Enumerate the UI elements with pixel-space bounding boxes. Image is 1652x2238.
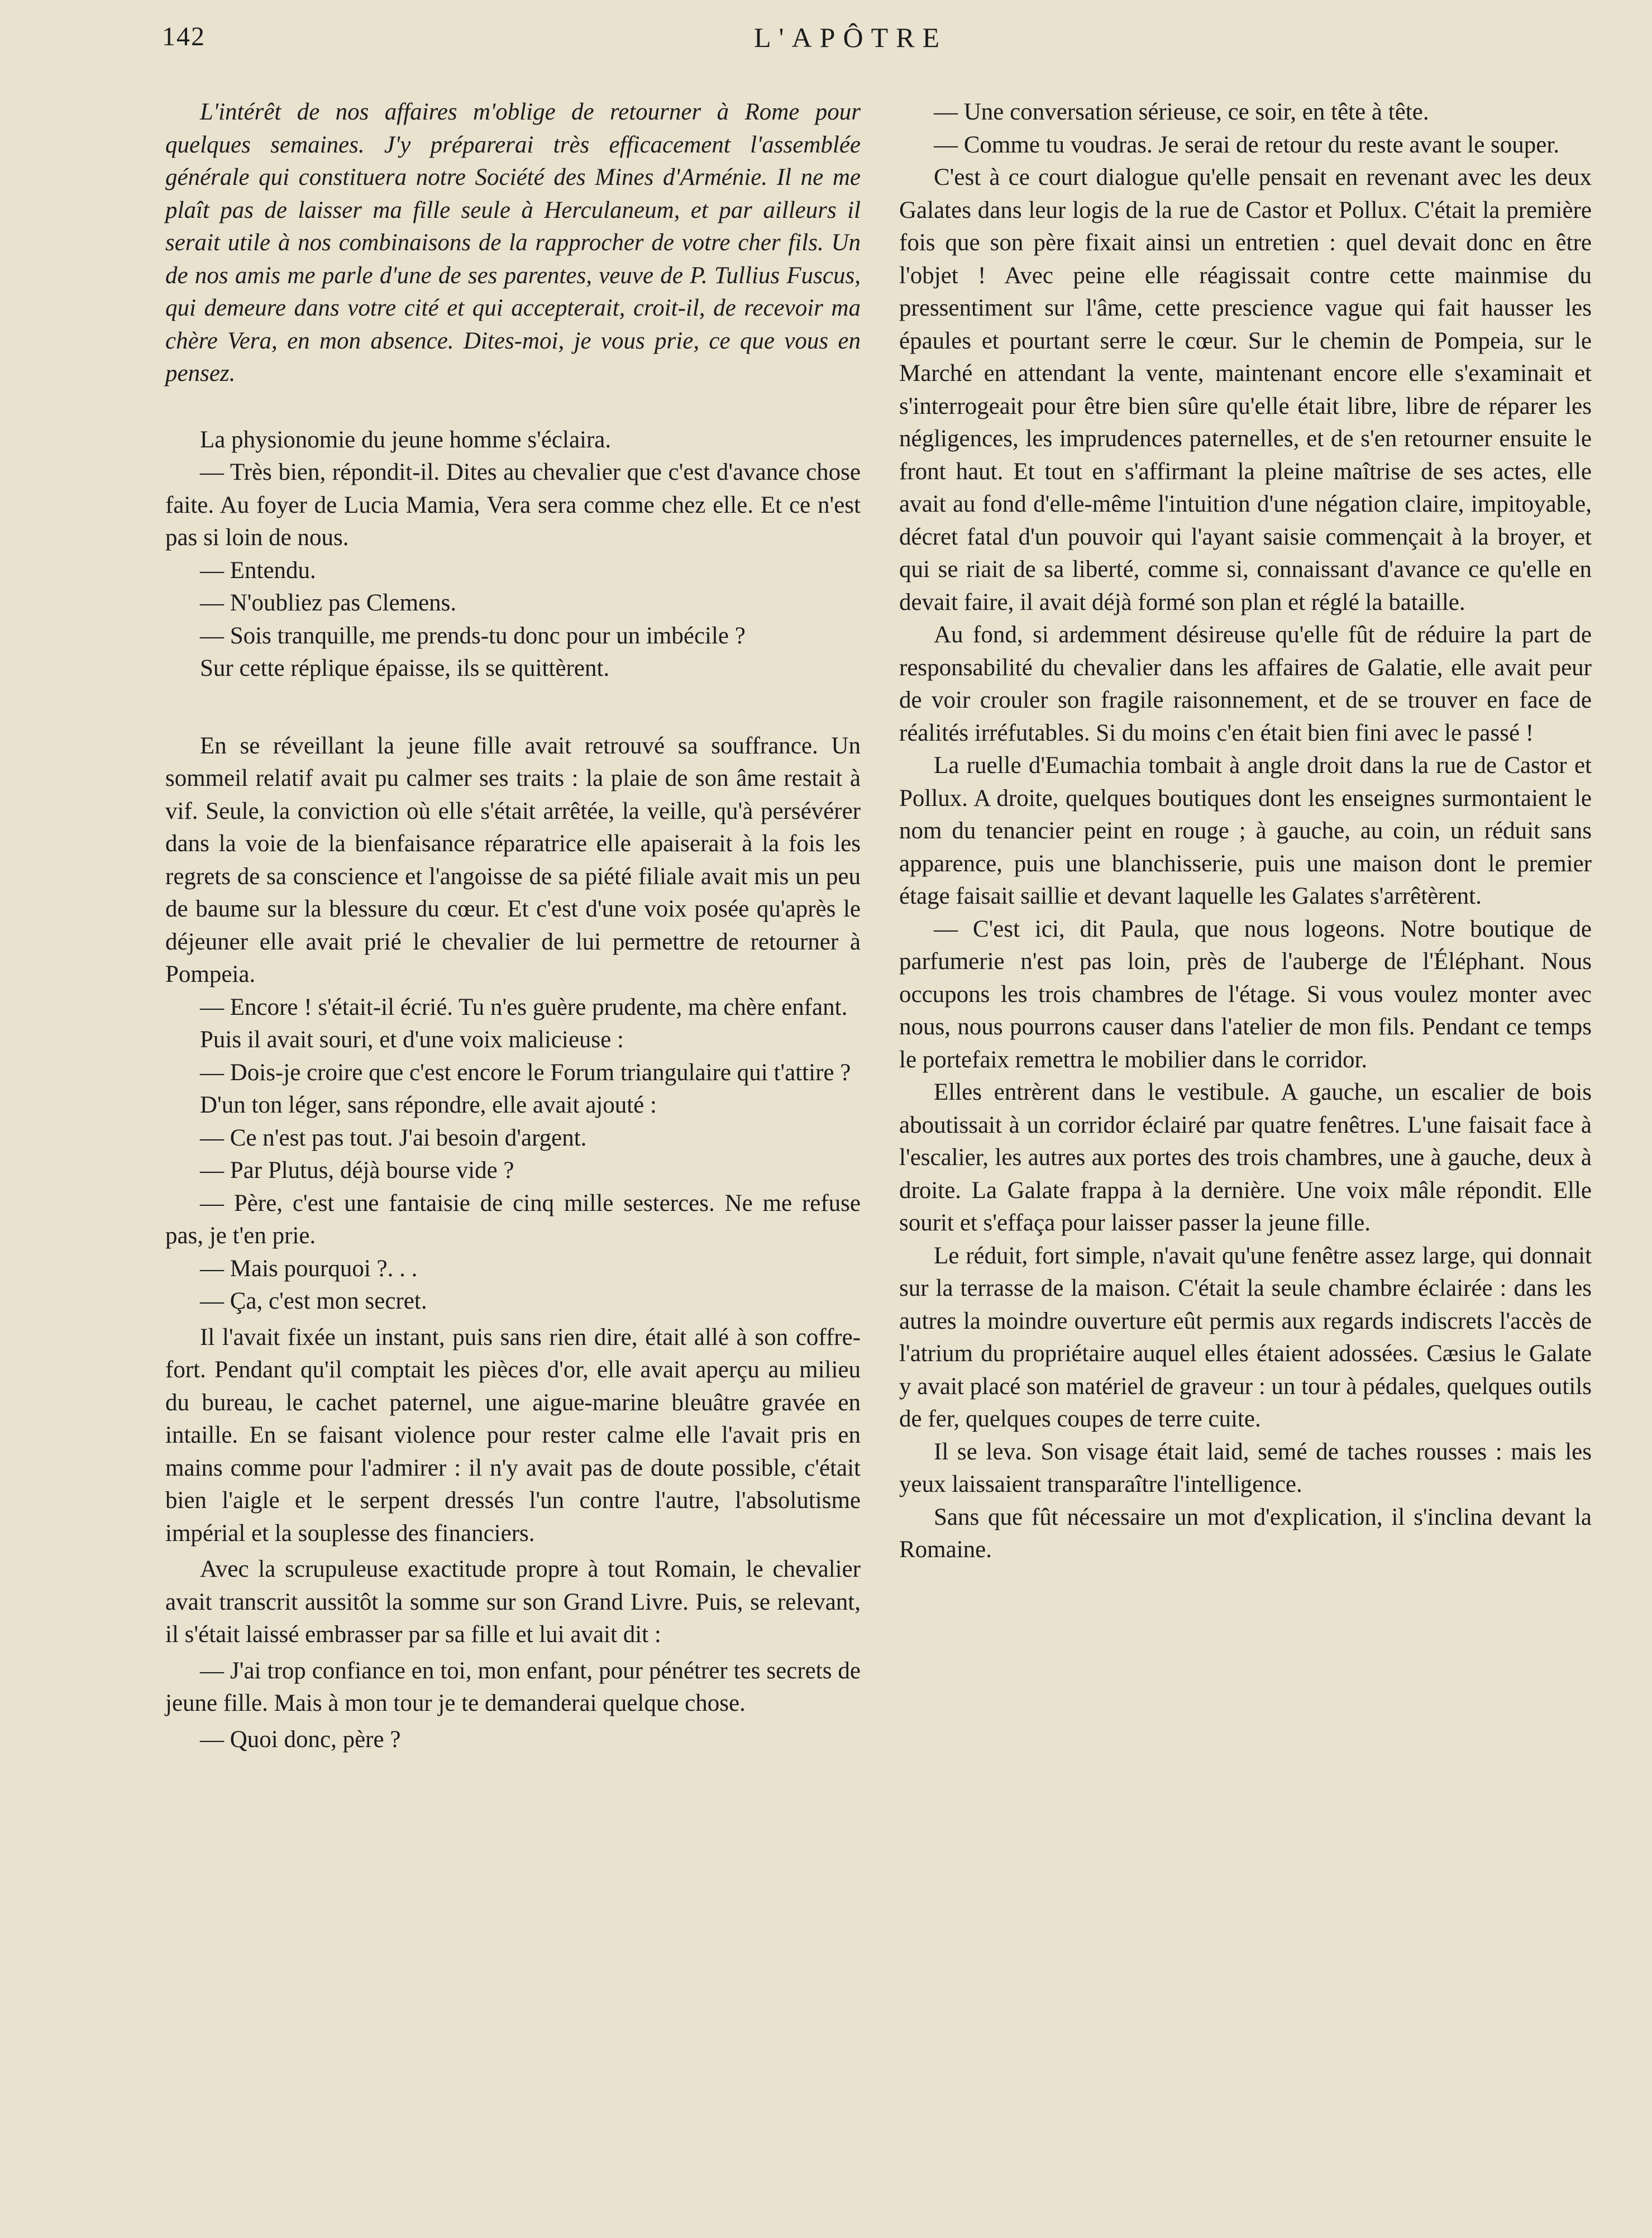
paragraph: Sur cette réplique épaisse, ils se quittèrent. bbox=[200, 655, 610, 681]
paragraph: Avec la scrupuleuse exactitude propre à tout Romain, le chevalier avait transcrit aussitôt la somme sur son Grand Livre. Puis, se relevant, il s'était laissé embrasser par sa fille et lui avait dit : bbox=[165, 1556, 861, 1648]
dialogue-line: — Encore ! s'était-il écrié. Tu n'es guère prudente, ma chère enfant. bbox=[200, 994, 848, 1020]
right-column bbox=[899, 96, 1592, 1567]
dialogue-line: — N'oubliez pas Clemens. bbox=[200, 590, 457, 616]
left-column bbox=[165, 96, 861, 1756]
dialogue-line: — Dois-je croire que c'est encore le Forum triangulaire qui t'attire ? bbox=[200, 1059, 851, 1086]
paragraph: La ruelle d'Eumachia tombait à angle droit dans la rue de Castor et Pollux. A droite, quelques boutiques dont les enseignes surmontaient le nom du tenancier peint en rouge ; à gauche, au coin, un réduit sans apparence, puis une blanchisserie, puis une maison dont le premier étage faisait saillie et devant laquelle les Galates s'arrêtèrent. bbox=[899, 752, 1592, 909]
dialogue-line: — Quoi donc, père ? bbox=[200, 1726, 401, 1753]
paragraph: Il l'avait fixée un instant, puis sans rien dire, était allé à son coffre-fort. Pendant qu'il comptait les pièces d'or, elle avait aperçu au milieu du bureau, le cachet paternel, une aigue-marine bleuâtre gravée en intaille. En se faisant violence pour rester calme elle l'avait pris en mains comme pour l'admirer : il n'y avait pas de doute possible, c'était bien l'aigle et le serpent dressés l'un contre l'autre, l'absolutisme impérial et la souplesse des financiers. bbox=[165, 1324, 861, 1547]
page-number: 142 bbox=[162, 22, 206, 51]
dialogue-line: — Sois tranquille, me prends-tu donc pour un imbécile ? bbox=[200, 622, 746, 649]
dialogue-line: — C'est ici, dit Paula, que nous logeons. Notre boutique de parfumerie n'est pas loin, près de l'auberge de l'Éléphant. Nous occupons les trois chambres de l'étage. Si vous voulez monter avec nous, nous pourrons causer dans l'atelier de mon fils. Pendant ce temps le portefaix remettra le mobilier dans le corridor. bbox=[899, 915, 1592, 1073]
page-header bbox=[162, 21, 1592, 60]
paragraph: Au fond, si ardemment désireuse qu'elle fût de réduire la part de responsabilité du chevalier dans les affaires de Galatie, elle avait peur de voir crouler son fragile raisonnement, et de se trouver en face de réalités irréfutables. Si du moins c'en était bien fini avec le passé ! bbox=[899, 622, 1592, 746]
dialogue-line: — Ça, c'est mon secret. bbox=[200, 1288, 427, 1314]
paragraph: Elles entrèrent dans le vestibule. A gauche, un escalier de bois aboutissait à un corridor éclairé par quatre fenêtres. L'une faisait face à l'escalier, les autres aux portes des trois chambres, une à gauche, deux à droite. La Galate frappa à la dernière. Une voix mâle répondit. Elle sourit et s'effaça pour laisser passer la jeune fille. bbox=[899, 1079, 1592, 1236]
paragraph: La physionomie du jeune homme s'éclaira. bbox=[200, 426, 612, 453]
paragraph: D'un ton léger, sans répondre, elle avait ajouté : bbox=[200, 1092, 657, 1118]
dialogue-line: — Comme tu voudras. Je serai de retour du reste avant le souper. bbox=[934, 131, 1560, 158]
dialogue-line: — Par Plutus, déjà bourse vide ? bbox=[200, 1157, 514, 1184]
dialogue-line: — Mais pourquoi ?. . . bbox=[200, 1255, 418, 1282]
letter-excerpt bbox=[165, 96, 861, 390]
dialogue-line: — Très bien, répondit-il. Dites au chevalier que c'est d'avance chose faite. Au foyer de Lucia Mamia, Vera sera comme chez elle. Et ce n'est pas si loin de nous. bbox=[165, 459, 861, 551]
running-title: L'APÔTRE bbox=[754, 22, 948, 53]
dialogue-line: — Une conversation sérieuse, ce soir, en tête à tête. bbox=[934, 99, 1429, 125]
paragraph: Puis il avait souri, et d'une voix malicieuse : bbox=[200, 1027, 624, 1053]
paragraph: Le réduit, fort simple, n'avait qu'une fenêtre assez large, qui donnait sur la terrasse de la maison. C'était la seule chambre éclairée : dans les autres la moindre ouverture eût permis aux regards indiscrets l'accès de l'atrium du propriétaire auquel elles étaient adossées. Cæsius le Galate y avait placé son matériel de graveur : un tour à pédales, quelques outils de fer, quelques coupes de terre cuite. bbox=[899, 1242, 1592, 1432]
paragraph: Il se leva. Son visage était laid, semé de taches rousses : mais les yeux laissaient transparaître l'intelligence. bbox=[899, 1438, 1592, 1497]
paragraph: C'est à ce court dialogue qu'elle pensait en revenant avec les deux Galates dans leur logis de la rue de Castor et Pollux. C'était la première fois que son père fixait ainsi un entretien : quel devait donc en être l'objet ! Avec peine elle réagissait contre cette mainmise du pressentiment sur l'âme, cette prescience vague qui fait hausser les épaules et pourtant serre le cœur. Sur le chemin de Pompeia, sur le Marché en attendant la vente, maintenant encore elle s'examinait et s'interrogeait pour être bien sûre qu'elle était libre, libre de réparer les négligences, les imprudences paternelles, et de s'en retourner ensuite le front haut. Et tout en s'affirmant la pleine maîtrise de ses actes, elle avait au fond d'elle-même l'intuition d'une négation claire, impitoyable, décret fatal d'un pouvoir qui l'ayant saisie commençait à la broyer, et qui se riait de sa liberté, comme si, connaissant d'avance ce qu'elle en devait faire, il avait déjà formé son plan et réglé la bataille. bbox=[899, 164, 1592, 615]
paragraph: En se réveillant la jeune fille avait retrouvé sa souffrance. Un sommeil relatif avait pu calmer ses traits : la plaie de son âme restait à vif. Seule, la conviction où elle s'était arrêtée, la veille, qu'à persévérer dans la voie de la bienfaisance réparatrice elle apaiserait à la fois les regrets de sa conscience et l'angoisse de sa piété filiale avait mis un peu de baume sur la blessure du cœur. Et c'est d'une voix posée qu'après le déjeuner elle avait prié le chevalier de lui permettre de retourner à Pompeia. bbox=[165, 732, 861, 987]
letter-paragraph: L'intérêt de nos affaires m'oblige de retourner à Rome pour quelques semaines. J'y préparerai très efficacement l'assemblée générale qui constituera notre Société des Mines d'Arménie. Il ne me plaît pas de laisser ma fille seule à Herculaneum, et par ailleurs il serait utile à nos combinaisons de la rapprocher de votre cher fils. Un de nos amis me parle d'une de ses parentes, veuve de P. Tullius Fuscus, qui demeure dans votre cité et qui accepterait, croit-il, de recevoir ma chère Vera, en mon absence. Dites-moi, je vous prie, ce que vous en pensez. bbox=[165, 99, 861, 386]
dialogue-line: — Père, c'est une fantaisie de cinq mille sesterces. Ne me refuse pas, je t'en prie. bbox=[165, 1190, 861, 1249]
dialogue-line: — Entendu. bbox=[200, 557, 316, 584]
paragraph: Sans que fût nécessaire un mot d'explication, il s'inclina devant la Romaine. bbox=[899, 1504, 1592, 1563]
dialogue-line: — Ce n'est pas tout. J'ai besoin d'argent. bbox=[200, 1124, 587, 1151]
dialogue-line: — J'ai trop confiance en toi, mon enfant, pour pénétrer tes secrets de jeune fille. Mais à mon tour je te demanderai quelque chose. bbox=[165, 1657, 861, 1716]
